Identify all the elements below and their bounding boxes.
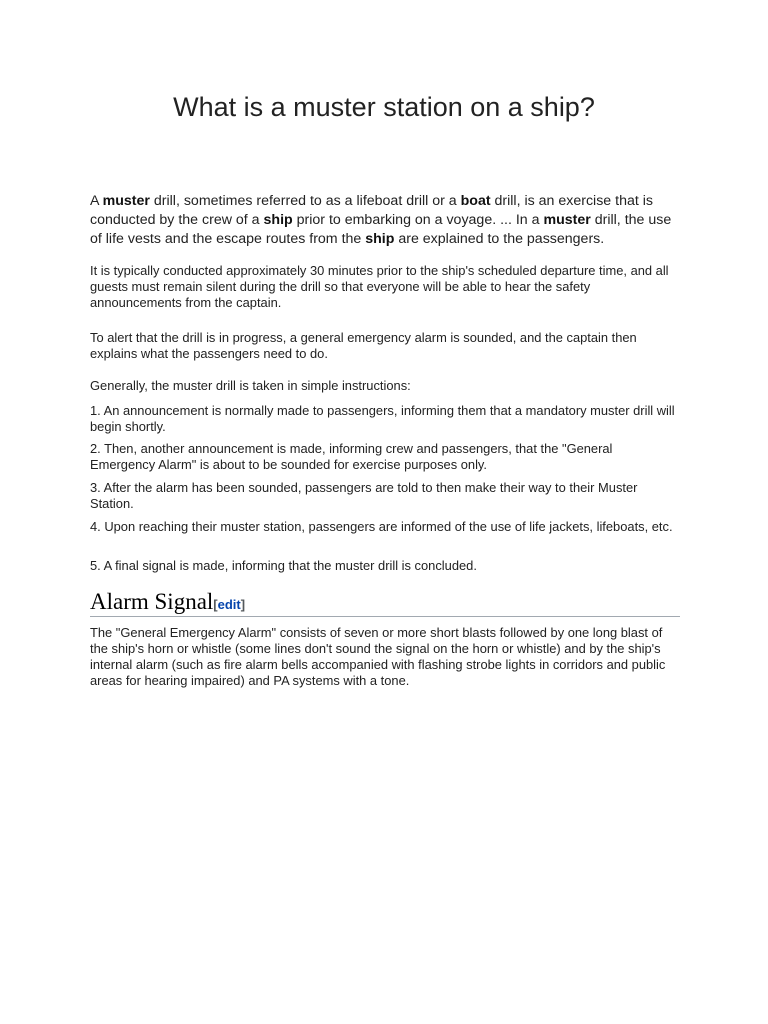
lead-bold-ship: ship <box>263 212 293 228</box>
step-item: 5. A final signal is made, informing that the muster drill is concluded. <box>90 558 477 573</box>
edit-bracket-open: [ <box>213 597 218 612</box>
step-item: 1. An announcement is normally made to passengers, informing them that a mandatory muster drill will begin shortly. <box>90 403 675 434</box>
lead-bold-muster: muster <box>102 193 150 209</box>
edit-section <box>213 597 245 612</box>
lead-bold-muster-2: muster <box>543 212 591 228</box>
lead-text-1: A <box>90 193 103 209</box>
lead-bold-boat: boat <box>460 193 491 209</box>
section-title: Alarm Signal <box>90 589 214 614</box>
instructions-intro: Generally, the muster drill is taken in simple instructions: <box>90 378 411 393</box>
section-heading <box>90 588 680 617</box>
lead-text-3: drill, is an exercise that is conducted by the crew of a <box>90 193 653 228</box>
edit-link[interactable]: edit <box>217 597 241 612</box>
lead-bold-ship-2: ship <box>365 231 395 247</box>
alert-paragraph: To alert that the drill is in progress, a general emergency alarm is sounded, and the captain then explains what the passengers need to do. <box>90 330 637 361</box>
lead-text-5: drill, the use of life vests and the escape routes from the <box>90 212 672 247</box>
alarm-paragraph: The "General Emergency Alarm" consists of seven or more short blasts followed by one long blast of the ship's horn or whistle (some lines don't sound the signal on the horn or whistle) and by the ship's internal alarm (such as fire alarm bells accompanied with flashing strobe lights in corridors and public areas for hearing impaired) and PA systems with a tone. <box>90 625 666 688</box>
lead-text-4: prior to embarking on a voyage. ... In a <box>292 212 544 228</box>
lead-paragraph <box>90 192 680 249</box>
step-item: 2. Then, another announcement is made, informing crew and passengers, that the "General Emergency Alarm" is about to be sounded for exercise purposes only. <box>90 441 613 472</box>
timing-paragraph: It is typically conducted approximately 30 minutes prior to the ship's scheduled departure time, and all guests must remain silent during the drill so that everyone will be able to hear the safety announcements from the captain. <box>90 263 669 310</box>
step-item: 3. After the alarm has been sounded, passengers are told to then make their way to their Muster Station. <box>90 480 638 511</box>
lead-text-6: are explained to the passengers. <box>394 231 605 247</box>
edit-bracket-close: ] <box>240 597 246 612</box>
lead-text-2: drill, sometimes referred to as a lifeboat drill or a <box>149 193 461 209</box>
step-item: 4. Upon reaching their muster station, passengers are informed of the use of life jackets, lifeboats, etc. <box>90 519 673 534</box>
page-title: What is a muster station on a ship? <box>173 92 595 122</box>
